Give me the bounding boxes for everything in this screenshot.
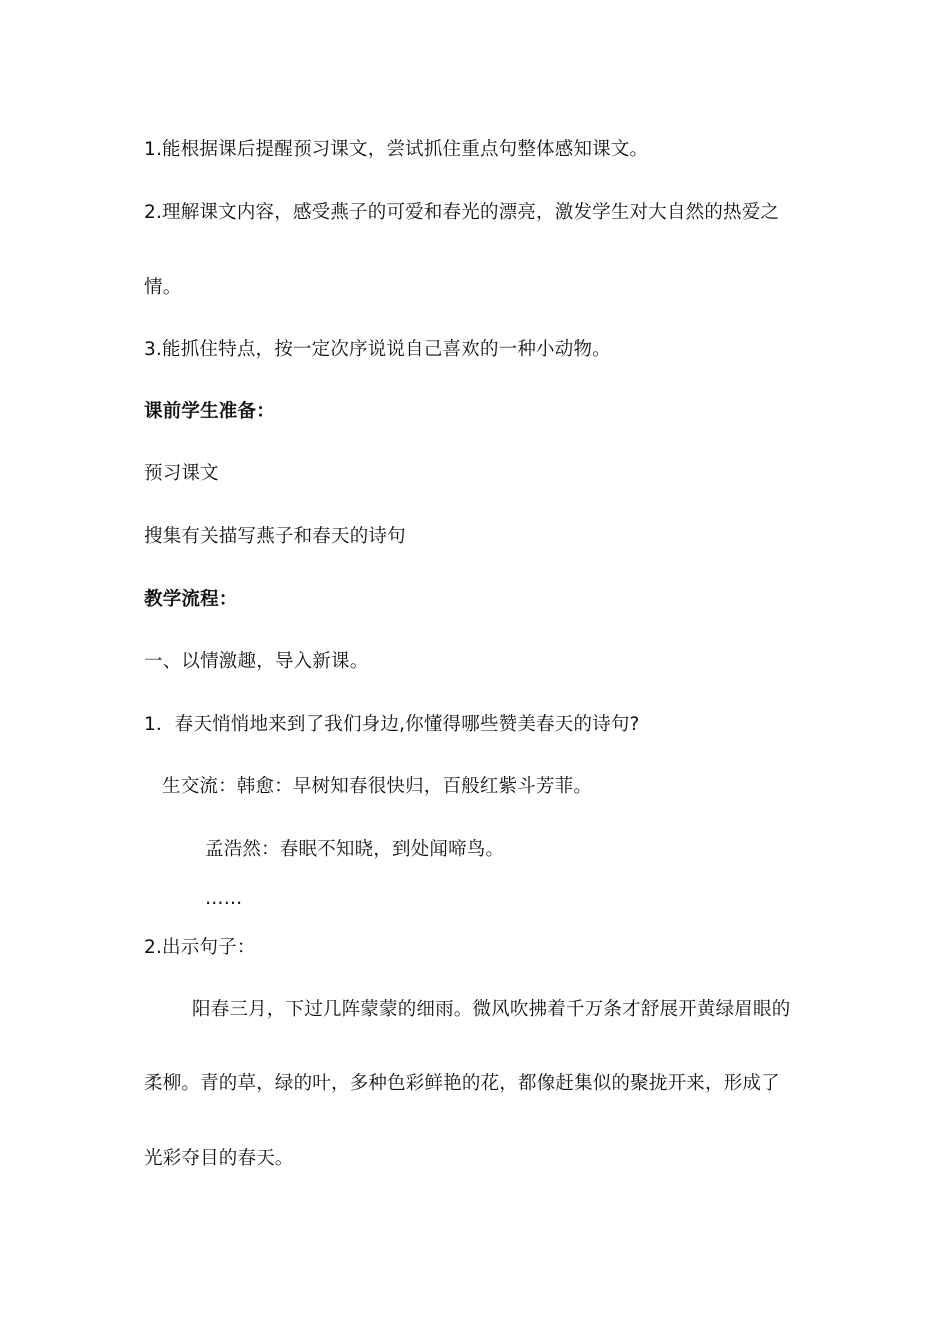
prep-item: 预习课文 (144, 463, 219, 484)
flow-heading: 教学流程： (144, 589, 238, 610)
section-1-title: 一、以情激趣，导入新课。 (144, 651, 369, 672)
objective-2-continued: 情。 (144, 277, 182, 298)
student-answer-2: 孟浩然：春眠不知晓，到处闻啼鸟。 (205, 839, 505, 860)
student-answer-1: 生交流：韩愈：早树知春很快归，百般红紫斗芳菲。 (162, 776, 593, 797)
passage-line-3: 光彩夺目的春天。 (144, 1148, 294, 1169)
prep-item: 搜集有关描写燕子和春天的诗句 (144, 526, 406, 547)
objective-2: 2.理解课文内容，感受燕子的可爱和春光的漂亮，激发学生对大自然的热爱之 (144, 202, 780, 223)
passage-line-1: 阳春三月，下过几阵蒙蒙的细雨。微风吹拂着千万条才舒展开黄绿眉眼的 (192, 999, 791, 1020)
question-2: 2.出示句子： (144, 937, 256, 958)
passage-line-2: 柔柳。青的草，绿的叶，多种色彩鲜艳的花，都像赶集似的聚拢开来，形成了 (144, 1073, 780, 1094)
objective-1: 1.能根据课后提醒预习课文，尝试抓住重点句整体感知课文。 (144, 139, 649, 160)
objective-3: 3.能抓住特点，按一定次序说说自己喜欢的一种小动物。 (144, 339, 611, 360)
ellipsis: …… (205, 888, 243, 909)
question-1: 1．春天悄悄地来到了我们身边,你懂得哪些赞美春天的诗句? (144, 714, 640, 735)
prep-heading: 课前学生准备： (144, 401, 275, 422)
